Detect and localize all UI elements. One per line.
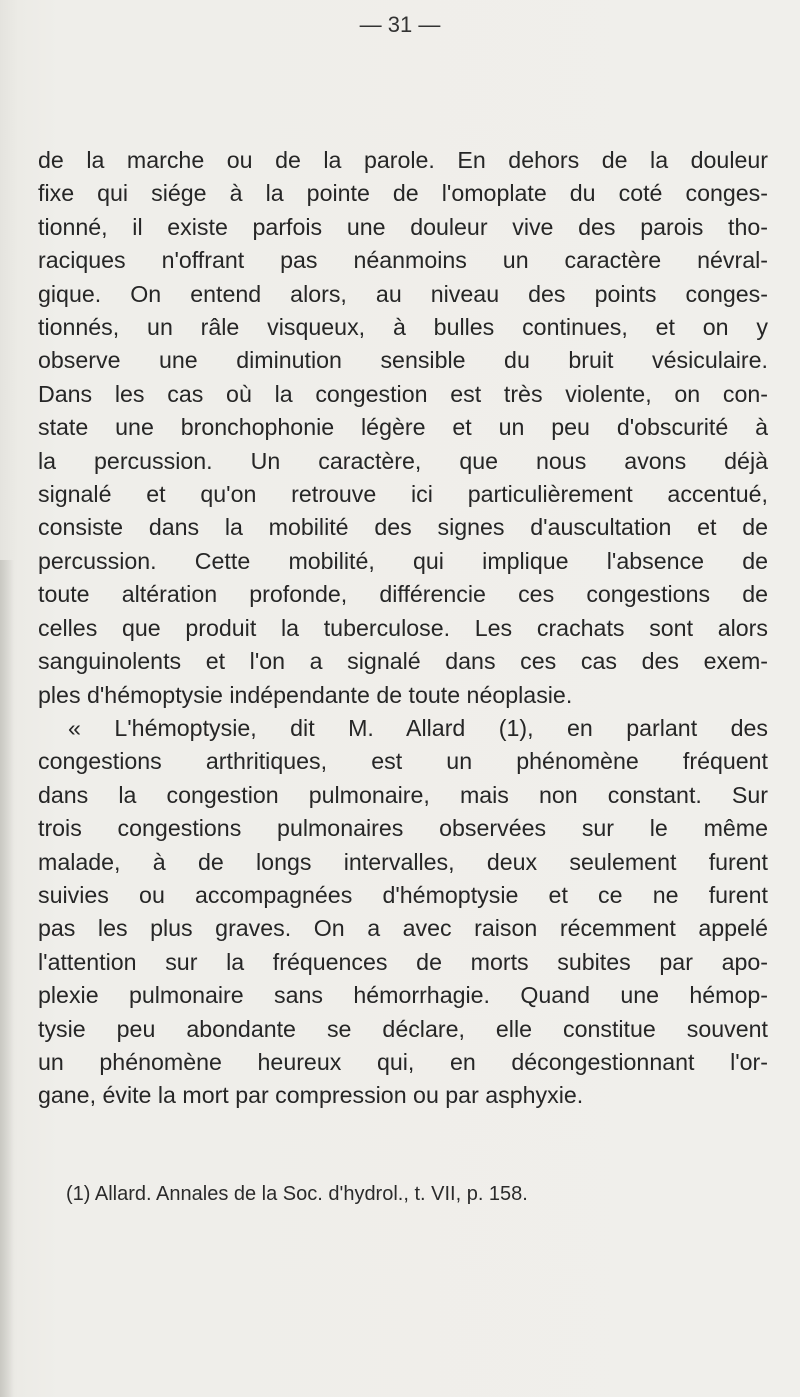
text-line: ples d'hémoptysie indépendante de toute néoplasie. [38,681,573,708]
text-line: gique. On entend alors, au niveau des points conges- [38,280,768,307]
text-line: fixe qui siége à la pointe de l'omoplate du coté conges- [38,180,768,207]
text-line: « L'hémoptysie, dit M. Allard (1), en parlant des [68,714,768,741]
page-number: — 31 — [359,12,441,37]
text-line: pas les plus graves. On a avec raison récemment appelé [38,915,768,942]
binding-shadow [0,560,14,1397]
text-line: tionné, il existe parfois une douleur vive des parois tho- [38,213,768,240]
body-text [38,144,768,1113]
text-line: l'attention sur la fréquences de morts subites par apo- [38,948,768,975]
text-line: trois congestions pulmonaires observées sur le même [38,815,768,842]
text-line: observe une diminution sensible du bruit vésiculaire. [38,347,768,374]
text-line: celles que produit la tuberculose. Les crachats sont alors [38,614,768,641]
text-line: tionnés, un râle visqueux, à bulles continues, et on y [38,314,768,341]
text-line: congestions arthritiques, est un phénomène fréquent [38,748,768,775]
text-line: un phénomène heureux qui, en décongestionnant l'or- [38,1048,768,1075]
text-line: raciques n'offrant pas néanmoins un caractère névral- [38,247,768,274]
footnote: (1) Allard. Annales de la Soc. d'hydrol., t. VII, p. 158. [66,1183,528,1205]
text-line: dans la congestion pulmonaire, mais non constant. Sur [38,781,768,808]
text-line: consiste dans la mobilité des signes d'auscultation et de [38,514,768,541]
text-line: Dans les cas où la congestion est très violente, on con- [38,380,768,407]
text-line: plexie pulmonaire sans hémorrhagie. Quand une hémop- [38,982,768,1009]
text-line: suivies ou accompagnées d'hémoptysie et ce ne furent [38,881,768,908]
text-line: de la marche ou de la parole. En dehors de la douleur [38,147,768,173]
text-line: percussion. Cette mobilité, qui implique l'absence de [38,547,768,574]
text-line: signalé et qu'on retrouve ici particulièrement accentué, [38,481,768,508]
text-line: malade, à de longs intervalles, deux seulement furent [38,848,768,875]
text-line: sanguinolents et l'on a signalé dans ces cas des exem- [38,648,768,675]
text-line: state une bronchophonie légère et un peu d'obscurité à [38,414,768,441]
text-line: toute altération profonde, différencie ces congestions de [38,581,768,608]
text-line: tysie peu abondante se déclare, elle constitue souvent [38,1015,768,1042]
text-line: la percussion. Un caractère, que nous avons déjà [38,447,768,474]
text-line: gane, évite la mort par compression ou par asphyxie. [38,1082,584,1109]
